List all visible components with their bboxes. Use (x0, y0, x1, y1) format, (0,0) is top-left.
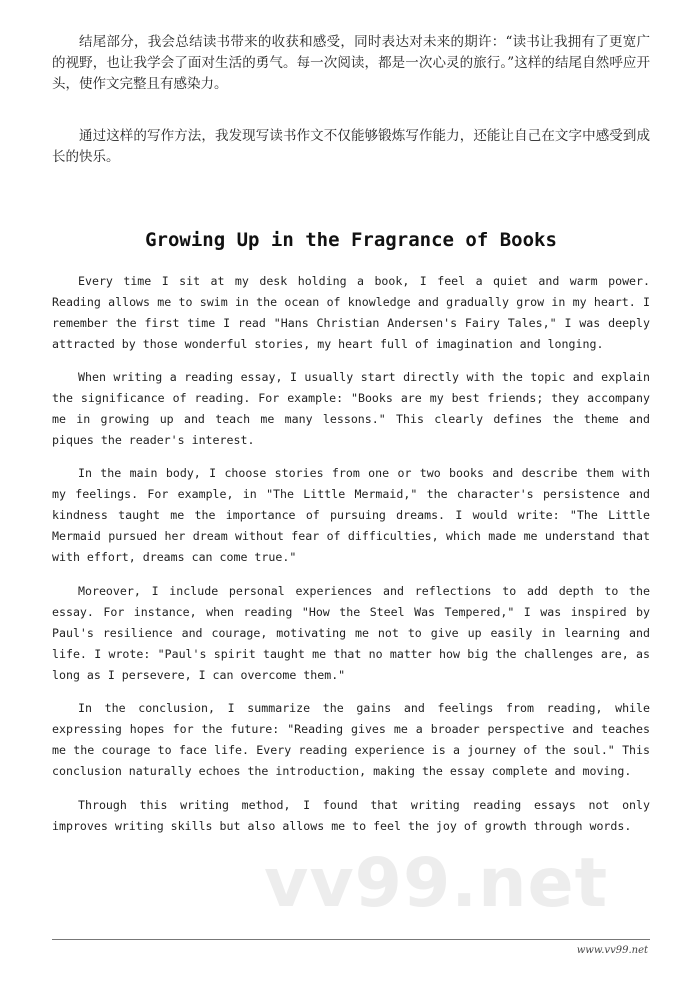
english-paragraph-conclusion: In the conclusion, I summarize the gains and feelings from reading, while expressing hopes for the future: "Reading gives me a broader perspective and teaches me the courage to face life. Every reading experience is a journey of the soul." This conclusion naturally echoes the introduction, making the essay complete and moving. (52, 701, 650, 778)
essay-title: Growing Up in the Fragrance of Books (145, 229, 557, 251)
chinese-paragraph-method: 通过这样的写作方法，我发现写读书作文不仅能够锻炼写作能力，还能让自己在文字中感受到成长的快乐。 (52, 128, 650, 165)
english-paragraph-intro: Every time I sit at my desk holding a book, I feel a quiet and warm power. Reading allows me to swim in the ocean of knowledge and gradually grow in my heart. I remember the first time I read "Hans Christian Andersen's Fairy Tales," I was deeply attracted by those wonderful stories, my heart full of imagination and longing. (52, 274, 650, 351)
footer-url: www.vv99.net (576, 945, 648, 956)
english-paragraph-closing: Through this writing method, I found that writing reading essays not only improves writing skills but also allows me to feel the joy of growth through words. (52, 798, 650, 833)
english-paragraph-experience: Moreover, I include personal experiences and reflections to add depth to the essay. For instance, when reading "How the Steel Was Tempered," I was inspired by Paul's resilience and courage, motivating me not to give up easily in learning and life. I wrote: "Paul's spirit taught me that no matter how big the challenges are, as long as I persevere, I can overcome them." (52, 584, 650, 682)
english-paragraph-opening: When writing a reading essay, I usually start directly with the topic and explain the significance of reading. For example: "Books are my best friends; they accompany me in growing up and teach me many lessons." This clearly defines the theme and piques the reader's interest. (52, 370, 650, 447)
english-paragraph-body: In the main body, I choose stories from one or two books and describe them with my feelings. For example, in "The Little Mermaid," the character's persistence and kindness taught me the importance of pursuing dreams. I would write: "The Little Mermaid pursued her dream without fear of difficulties, which made me understand that with effort, dreams can come true." (52, 466, 650, 564)
watermark: vv99.net (264, 844, 609, 923)
footer-divider (52, 939, 650, 940)
chinese-paragraph-conclusion: 结尾部分，我会总结读书带来的收获和感受，同时表达对未来的期许：“读书让我拥有了更宽广的视野，也让我学会了面对生活的勇气。每一次阅读，都是一次心灵的旅行。”这样的结尾自然呼应开头，使作文完整且有感染力。 (52, 34, 650, 92)
